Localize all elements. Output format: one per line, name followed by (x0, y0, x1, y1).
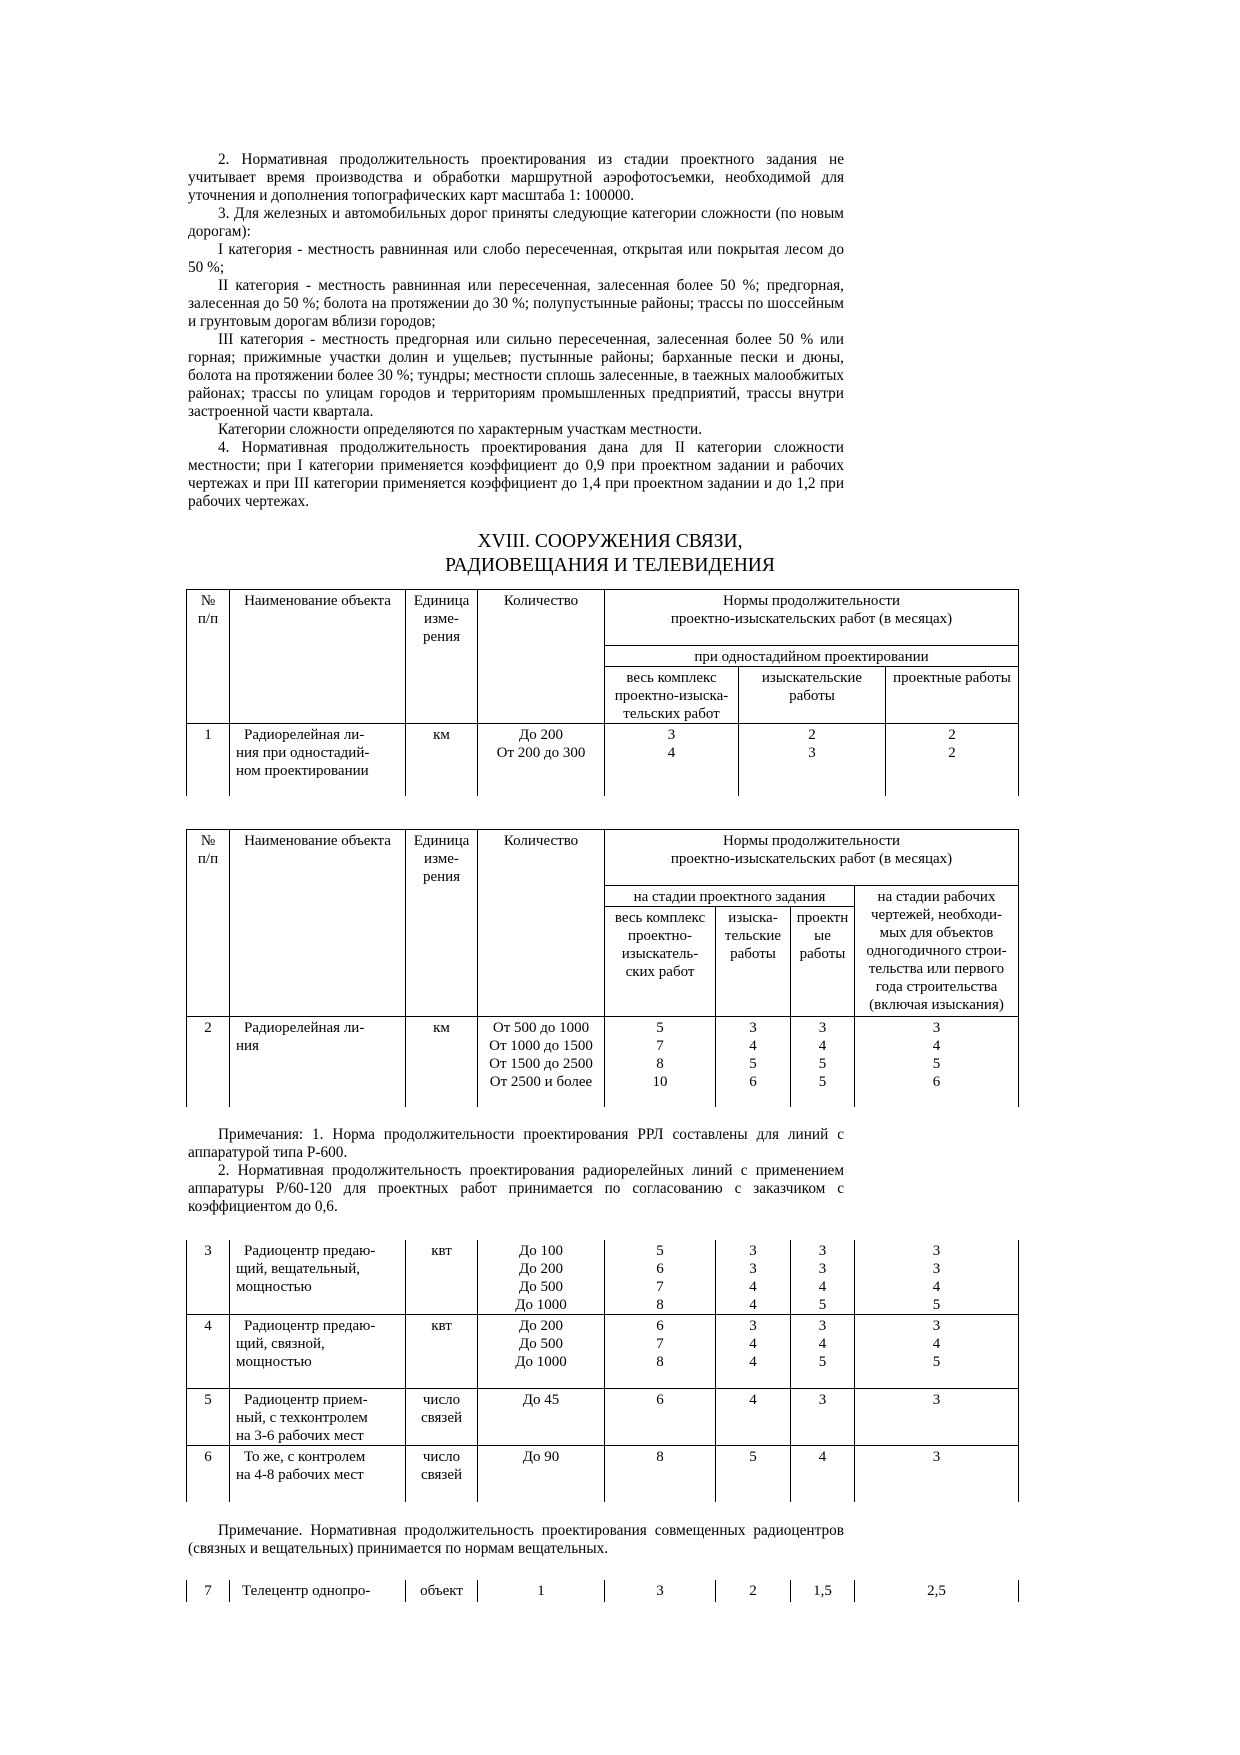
header-single-stage: при одностадийном проектировании (605, 646, 1019, 667)
cell-unit: км (406, 724, 478, 796)
paragraph: III категория - местность предгорная или сильно пересеченная, залесенная более 50 % или горная; прижимные участки долин и ущельев; пустынные районы; барханные пески и дюны, болота на протяжении более 30 %; тундры; местности сплошь залесенные, в таежных малообжитых районах; трассы по улицам городов и территориям промышленных предприятий, трассы внутри застроенной части квартала. (188, 331, 844, 420)
cell-unit: квт (406, 1240, 478, 1315)
cell-full-complex: 8 (605, 1446, 716, 1502)
cell-object-name: Радиоцентр предаю- щий, связной, мощностью (230, 1315, 406, 1389)
paragraph: 3. Для железных и автомобильных дорог приняты следующие категории сложности (по новым дорогам): (188, 205, 844, 240)
cell-object-name: Радиоцентр прием- ный, с техконтролем на 3-6 рабочих мест (230, 1389, 406, 1446)
cell-quantity: До 200 До 500 До 1000 (478, 1315, 605, 1389)
paragraph: 2. Нормативная продолжительность проектирования радиорелейных линий с применением аппаратуры Р/60-120 для проектных работ принимается по согласованию с заказчиком с коэффициентом до 0,6. (188, 1162, 844, 1215)
norms-table-4 (186, 1580, 1019, 1602)
cell-working-drawings: 3 (855, 1389, 1019, 1446)
paragraph: Категории сложности определяются по характерным участкам местности. (218, 421, 703, 438)
cell-object-name: Радиорелейная ли- ния при одностадий- ном проектировании (230, 724, 406, 796)
cell-quantity: 1 (478, 1580, 605, 1602)
cell-number: 3 (187, 1240, 230, 1315)
cell-survey: 5 (716, 1446, 791, 1502)
intro-text (188, 151, 844, 511)
cell-quantity: От 500 до 1000 От 1000 до 1500 От 1500 до 2500 От 2500 и более (478, 1017, 605, 1107)
cell-object-name: Телецентр однопро- (230, 1580, 406, 1602)
paragraph: 2. Нормативная продолжительность проектирования из стадии проектного задания не учитывает время производства и обработки маршрутной аэрофотосъемки, необходимой для уточнения и дополнения топографических карт масштаба 1: 100000. (188, 151, 844, 204)
cell-design: 4 (791, 1446, 855, 1502)
paragraph: Примечания: 1. Норма продолжительности проектирования РРЛ составлены для линий с аппаратурой типа Р-600. (188, 1126, 844, 1161)
cell-design: 1,5 (791, 1580, 855, 1602)
paragraph: 4. Нормативная продолжительность проектирования дана для II категории сложности местности; при I категории применяется коэффициент до 0,9 при проектном задании и рабочих чертежах и при III категории применяется коэффициент до 1,4 при проектном задании и до 1,2 при рабочих чертежах. (188, 439, 844, 510)
header-design-works: проектные работы (886, 667, 1019, 724)
header-object-name: Наименование объекта (230, 590, 406, 724)
cell-working-drawings: 2,5 (855, 1580, 1019, 1602)
paragraph: I категория - местность равнинная или слобо пересеченная, открытая или покрытая лесом до 50 %; (188, 241, 844, 276)
cell-object-name: Радиоцентр предаю- щий, вещательный, мощностью (230, 1240, 406, 1315)
table-row (187, 1240, 1019, 1315)
header-object-name: Наименование объекта (230, 830, 406, 1017)
cell-unit: объект (406, 1580, 478, 1602)
header-unit: Единица изме- рения (406, 590, 478, 724)
header-full-complex: весь комплекс проектно- изыскатель- ских работ (605, 907, 716, 1017)
cell-full-complex: 5 6 7 8 (605, 1240, 716, 1315)
table-row (187, 1580, 1019, 1602)
header-survey-works: изыска- тельские работы (716, 907, 791, 1017)
cell-survey: 3 4 5 6 (716, 1017, 791, 1107)
header-number: № п/п (187, 590, 230, 724)
cell-quantity: До 200 От 200 до 300 (478, 724, 605, 796)
cell-survey: 3 3 4 4 (716, 1240, 791, 1315)
cell-design: 3 (791, 1389, 855, 1446)
notes-block-2 (188, 1522, 844, 1558)
cell-design: 2 2 (886, 724, 1019, 796)
cell-working-drawings: 3 3 4 5 (855, 1240, 1019, 1315)
table-row (187, 1389, 1019, 1446)
cell-object-name: То же, с контролем на 4-8 рабочих мест (230, 1446, 406, 1502)
cell-quantity: До 45 (478, 1389, 605, 1446)
header-working-drawings-stage: на стадии рабочих чертежей, необходи- мых для объектов одногодичного строи- тельства или первого года строительства (включая изыскания) (855, 886, 1019, 1017)
notes-block-1 (188, 1126, 844, 1216)
header-norms: Нормы продолжительности проектно-изыскательских работ (в месяцах) (605, 830, 1019, 886)
section-title (188, 530, 1032, 578)
cell-full-complex: 5 7 8 10 (605, 1017, 716, 1107)
cell-working-drawings: 3 4 5 6 (855, 1017, 1019, 1107)
cell-object-name: Радиорелейная ли- ния (230, 1017, 406, 1107)
header-unit: Единица изме- рения (406, 830, 478, 1017)
header-design-assignment-stage: на стадии проектного задания (605, 886, 855, 907)
norms-table-1 (186, 589, 1019, 796)
cell-number: 1 (187, 724, 230, 796)
section-title-line: РАДИОВЕЩАНИЯ И ТЕЛЕВИДЕНИЯ (445, 555, 775, 576)
cell-unit: число связей (406, 1446, 478, 1502)
cell-full-complex: 6 7 8 (605, 1315, 716, 1389)
table-row (187, 1315, 1019, 1389)
cell-survey: 3 4 4 (716, 1315, 791, 1389)
cell-full-complex: 3 4 (605, 724, 739, 796)
cell-unit: км (406, 1017, 478, 1107)
paragraph: Примечание. Нормативная продолжительность проектирования совмещенных радиоцентров (связных и вещательных) принимается по нормам вещательных. (188, 1522, 844, 1557)
table-row (187, 1017, 1019, 1107)
header-quantity: Количество (478, 590, 605, 724)
cell-full-complex: 6 (605, 1389, 716, 1446)
cell-working-drawings: 3 (855, 1446, 1019, 1502)
header-design-works: проектн ые работы (791, 907, 855, 1017)
cell-number: 6 (187, 1446, 230, 1502)
cell-design: 3 4 5 5 (791, 1017, 855, 1107)
header-number: № п/п (187, 830, 230, 1017)
cell-full-complex: 3 (605, 1580, 716, 1602)
header-full-complex: весь комплекс проектно-изыска- тельских работ (605, 667, 739, 724)
cell-unit: квт (406, 1315, 478, 1389)
table-row (187, 724, 1019, 796)
paragraph: II категория - местность равнинная или пересеченная, залесенная более 50 %; предгорная, залесенная до 50 %; болота на протяжении до 30 %; полупустынные районы; трассы по шоссейным и грунтовым дорогам вблизи городов; (188, 277, 844, 330)
cell-design: 3 3 4 5 (791, 1240, 855, 1315)
cell-number: 4 (187, 1315, 230, 1389)
table-row (187, 1446, 1019, 1502)
norms-table-2 (186, 829, 1019, 1107)
cell-working-drawings: 3 4 5 (855, 1315, 1019, 1389)
section-title-line: XVIII. СООРУЖЕНИЯ СВЯЗИ, (477, 531, 743, 552)
cell-survey: 2 (716, 1580, 791, 1602)
cell-number: 2 (187, 1017, 230, 1107)
header-quantity: Количество (478, 830, 605, 1017)
cell-number: 7 (187, 1580, 230, 1602)
cell-unit: число связей (406, 1389, 478, 1446)
header-survey-works: изыскательские работы (739, 667, 886, 724)
norms-table-3 (186, 1240, 1019, 1502)
cell-number: 5 (187, 1389, 230, 1446)
header-norms: Нормы продолжительности проектно-изыскательских работ (в месяцах) (605, 590, 1019, 646)
cell-quantity: До 100 До 200 До 500 До 1000 (478, 1240, 605, 1315)
cell-survey: 4 (716, 1389, 791, 1446)
cell-survey: 2 3 (739, 724, 886, 796)
cell-quantity: До 90 (478, 1446, 605, 1502)
cell-design: 3 4 5 (791, 1315, 855, 1389)
